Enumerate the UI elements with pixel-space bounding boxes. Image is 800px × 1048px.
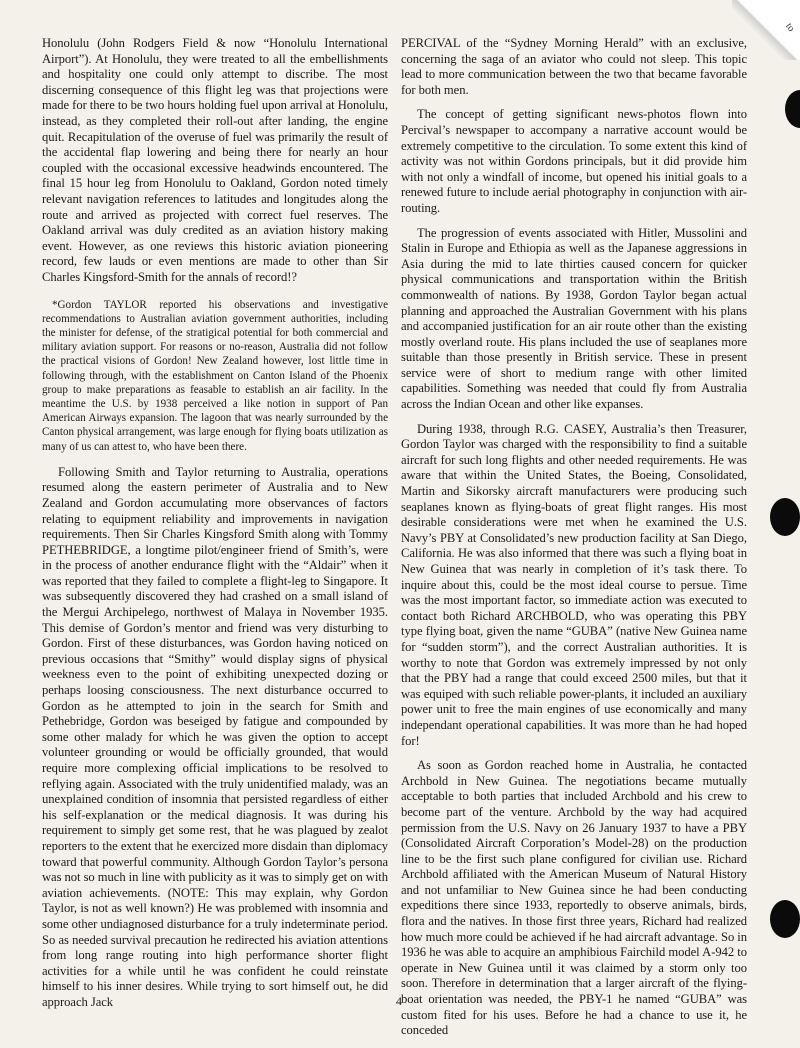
page-number: 4 <box>396 994 402 1008</box>
corner-annotation: to <box>783 21 797 34</box>
punch-hole-bottom <box>770 900 800 938</box>
punch-hole-middle <box>770 498 800 536</box>
paragraph: The progression of events associated with Hitler, Mussolini and Stalin in Europe and Ethiopia as well as the Japanese aggressions in Asia during the mid to late thirties caused concern for quicker physical communications and transportation within the British commonwealth of nations. By 1938, Gordon Taylor began actual planning and approached the Australian Government with his plans and accompanied justification for an air route other than the existing mostly overland route. His plans included the use of seaplanes more suitable than those presently in British service. These in present service were of short to medium range with other limited capabilities. Something was needed that could fly from Australia across the Indian Ocean and other like expanses. <box>401 225 747 412</box>
paragraph: Honolulu (John Rodgers Field & now “Honolulu International Airport”). At Honolulu, they were treated to all the embellishments and hospitality one could only attempt to discribe. The most discerning consequence of this flight leg was that projections were made for there to be two hours holding fuel upon arrival at Honolulu, instead, as they completed their roll-out after landing, the engine quit. Recapitulation of the overuse of fuel was primarily the result of the accidental flap lowering and being there for nearly an hour coupled with the occasional excessive headwinds encountered. The final 15 hour leg from Honolulu to Oakland, Gordon noted timely relevant navigation references to latitudes and longitudes along the route and arrived as projected with correct fuel reserves. The Oakland arrival was duly credited as an aviation history making event. However, as one reviews this historic aviation pioneering record, few lauds or even mentions are made to other than Sir Charles Kingsford-Smith for the annals of record!? <box>42 36 388 284</box>
paragraph: The concept of getting significant news-photos flown into Percival’s newspaper to accompany a narrative account would be extremely competitive to the circulation. To some extent this kind of activity was not within Gordons principals, but it did provide him with not only a windfall of income, but opened his initial goals to a renewed future to include aerial photography in conjunction with air-routing. <box>401 107 747 215</box>
left-column <box>42 36 388 1020</box>
right-column <box>401 36 747 1048</box>
footnote: *Gordon TAYLOR reported his observations and investigative recommendations to Australian aviation government authorities, including the minister for defense, of the stratigical potential for both commercial and military aviation support. For reasons or no-reason, Australia did not follow the practical visions of Gordon! New Zealand however, lost little time in following through, with the establishment on Canton Island of the Phoenix group to make preparations as feasable to establish an air facility. In the meantime the U.S. by 1938 perceived a like notion in support of Pan American Airways expansion. The lagoon that was nearly surrounded by the Canton physical arrangement, was large enough for flying boats utilization as many of us can attest to, who have been there. <box>42 298 388 453</box>
paragraph: During 1938, through R.G. CASEY, Australia’s then Treasurer, Gordon Taylor was charged with the responsibility to find a suitable aircraft for such long flights and other needed requirements. He was aware that within the United States, the Boeing, Consolidated, Martin and Sikorsky aircraft manufacturers were producing such seaplanes known as flying-boats of great flight ranges. His most desirable considerations were met when he examined the U.S. Navy’s PBY at Consolidated’s new production facility at San Diego, California. He was also informed that there was such a flying boat in New Guinea that was nearly in completion of it’s task there. To inquire about this, could be the most ideal course to persue. Time was the most important factor, so immediate action was executed to contact both Richard ARCHBOLD, who was operating this PBY type flying boat, given the name “GUBA” (native New Guinea name for “sudden storm”), and the correct Australian authorities. It is worthy to note that Gordon was extremely impressed by not only that the PBY had a range that could exceed 2500 miles, but that it was equiped with such reliable power-plants, it included an auxiliary power unit to free the main engines of use economically and many independant operational capabilities. It was more than he had hoped for! <box>401 421 747 748</box>
punch-hole-top <box>785 90 800 128</box>
paragraph: As soon as Gordon reached home in Australia, he contacted Archbold in New Guinea. The negotiations became mutually acceptable to both parties that included Archbold and his crew to become part of the venture. Archbold by the way had acquired permission from the U.S. Navy on 26 January 1937 to have a PBY (Consolidated Aircraft Corporation’s Model-28) on the production line to be the first such plane configured for civilian use. Richard Archbold affiliated with the American Museum of Natural History and not unfamiliar to New Guinea since he had been conducting expeditions there since 1933, reportedly to observe animals, birds, flora and the natives. In those first three years, Richard had realized how much more could be achieved if he had aircraft advantage. So in 1936 he was able to acquire an amphibious Fairchild model A-942 to operate in New Guinea until it was claimed by a storm only too soon. Therefore in determination that a larger aircraft of the flying-boat orientation was needed, the PBY-1 he named “GUBA” was custom fited for his uses. Before he had a chance to use it, he conceded <box>401 758 747 1038</box>
paragraph: Following Smith and Taylor returning to Australia, operations resumed along the eastern perimeter of Australia and to New Zealand and Gordon accumulating more observances of factors relating to equipment reliability and improvements in navigation requirements. Then Sir Charles Kingsford Smith along with Tommy PETHEBRIDGE, a longtime pilot/engineer friend of Smith’s, were in the process of another endurance flight with the “Aldair” when it was reported that they failed to complete a flight-leg to Singapore. It was subsequently discovered they had crashed on a small island of the Mergui Archipelego, northwest of Malaya in November 1935. This demise of Gordon’s mentor and friend was very disturbing to Gordon. First of these disturbances, was Gordon having noticed on previous occasions that “Smithy” would display signs of physical weekness even to the point of exhibiting unexpected dozing or perhaps loosing consciousness. The next disturbance occurred to Gordon as he attempted to join in the search for Smith and Pethebridge, Gordon was beseiged by fatigue and compounded by some other malady for which he was given the option to accept volunteer grounding or would be officially grounded, that would require more complexing official implications to be resolved to reflying again. Associated with the truly unidentified malady, was an unexplained condition of insomnia that persisted regardless of either his self-explanation or the medical diagnosis. It was during his requirement to simply get some rest, that he was plagued by zealot reporters to the extent that he exercized more disdain than diplomacy toward that powerful community. Although Gordon Taylor’s persona was not so much in line with publicity as it was to simply get on with aviation achievements. (NOTE: This may explain, why Gordon Taylor, is not as well known?) He was problemed with insomnia and some other undiagnosed disturbance for a truly indeterminate period. So as needed survival precaution he redirected his aviation attentions from long range routing into high performance shorter flight activities for a while until he was confident he could reinstate himself to his inner desires. While trying to sort himself out, he did approach Jack <box>42 464 388 1009</box>
paragraph: PERCIVAL of the “Sydney Morning Herald” with an exclusive, concerning the saga of an aviator who could not sleep. This topic lead to more communication between the two that became favorable for both men. <box>401 36 747 97</box>
